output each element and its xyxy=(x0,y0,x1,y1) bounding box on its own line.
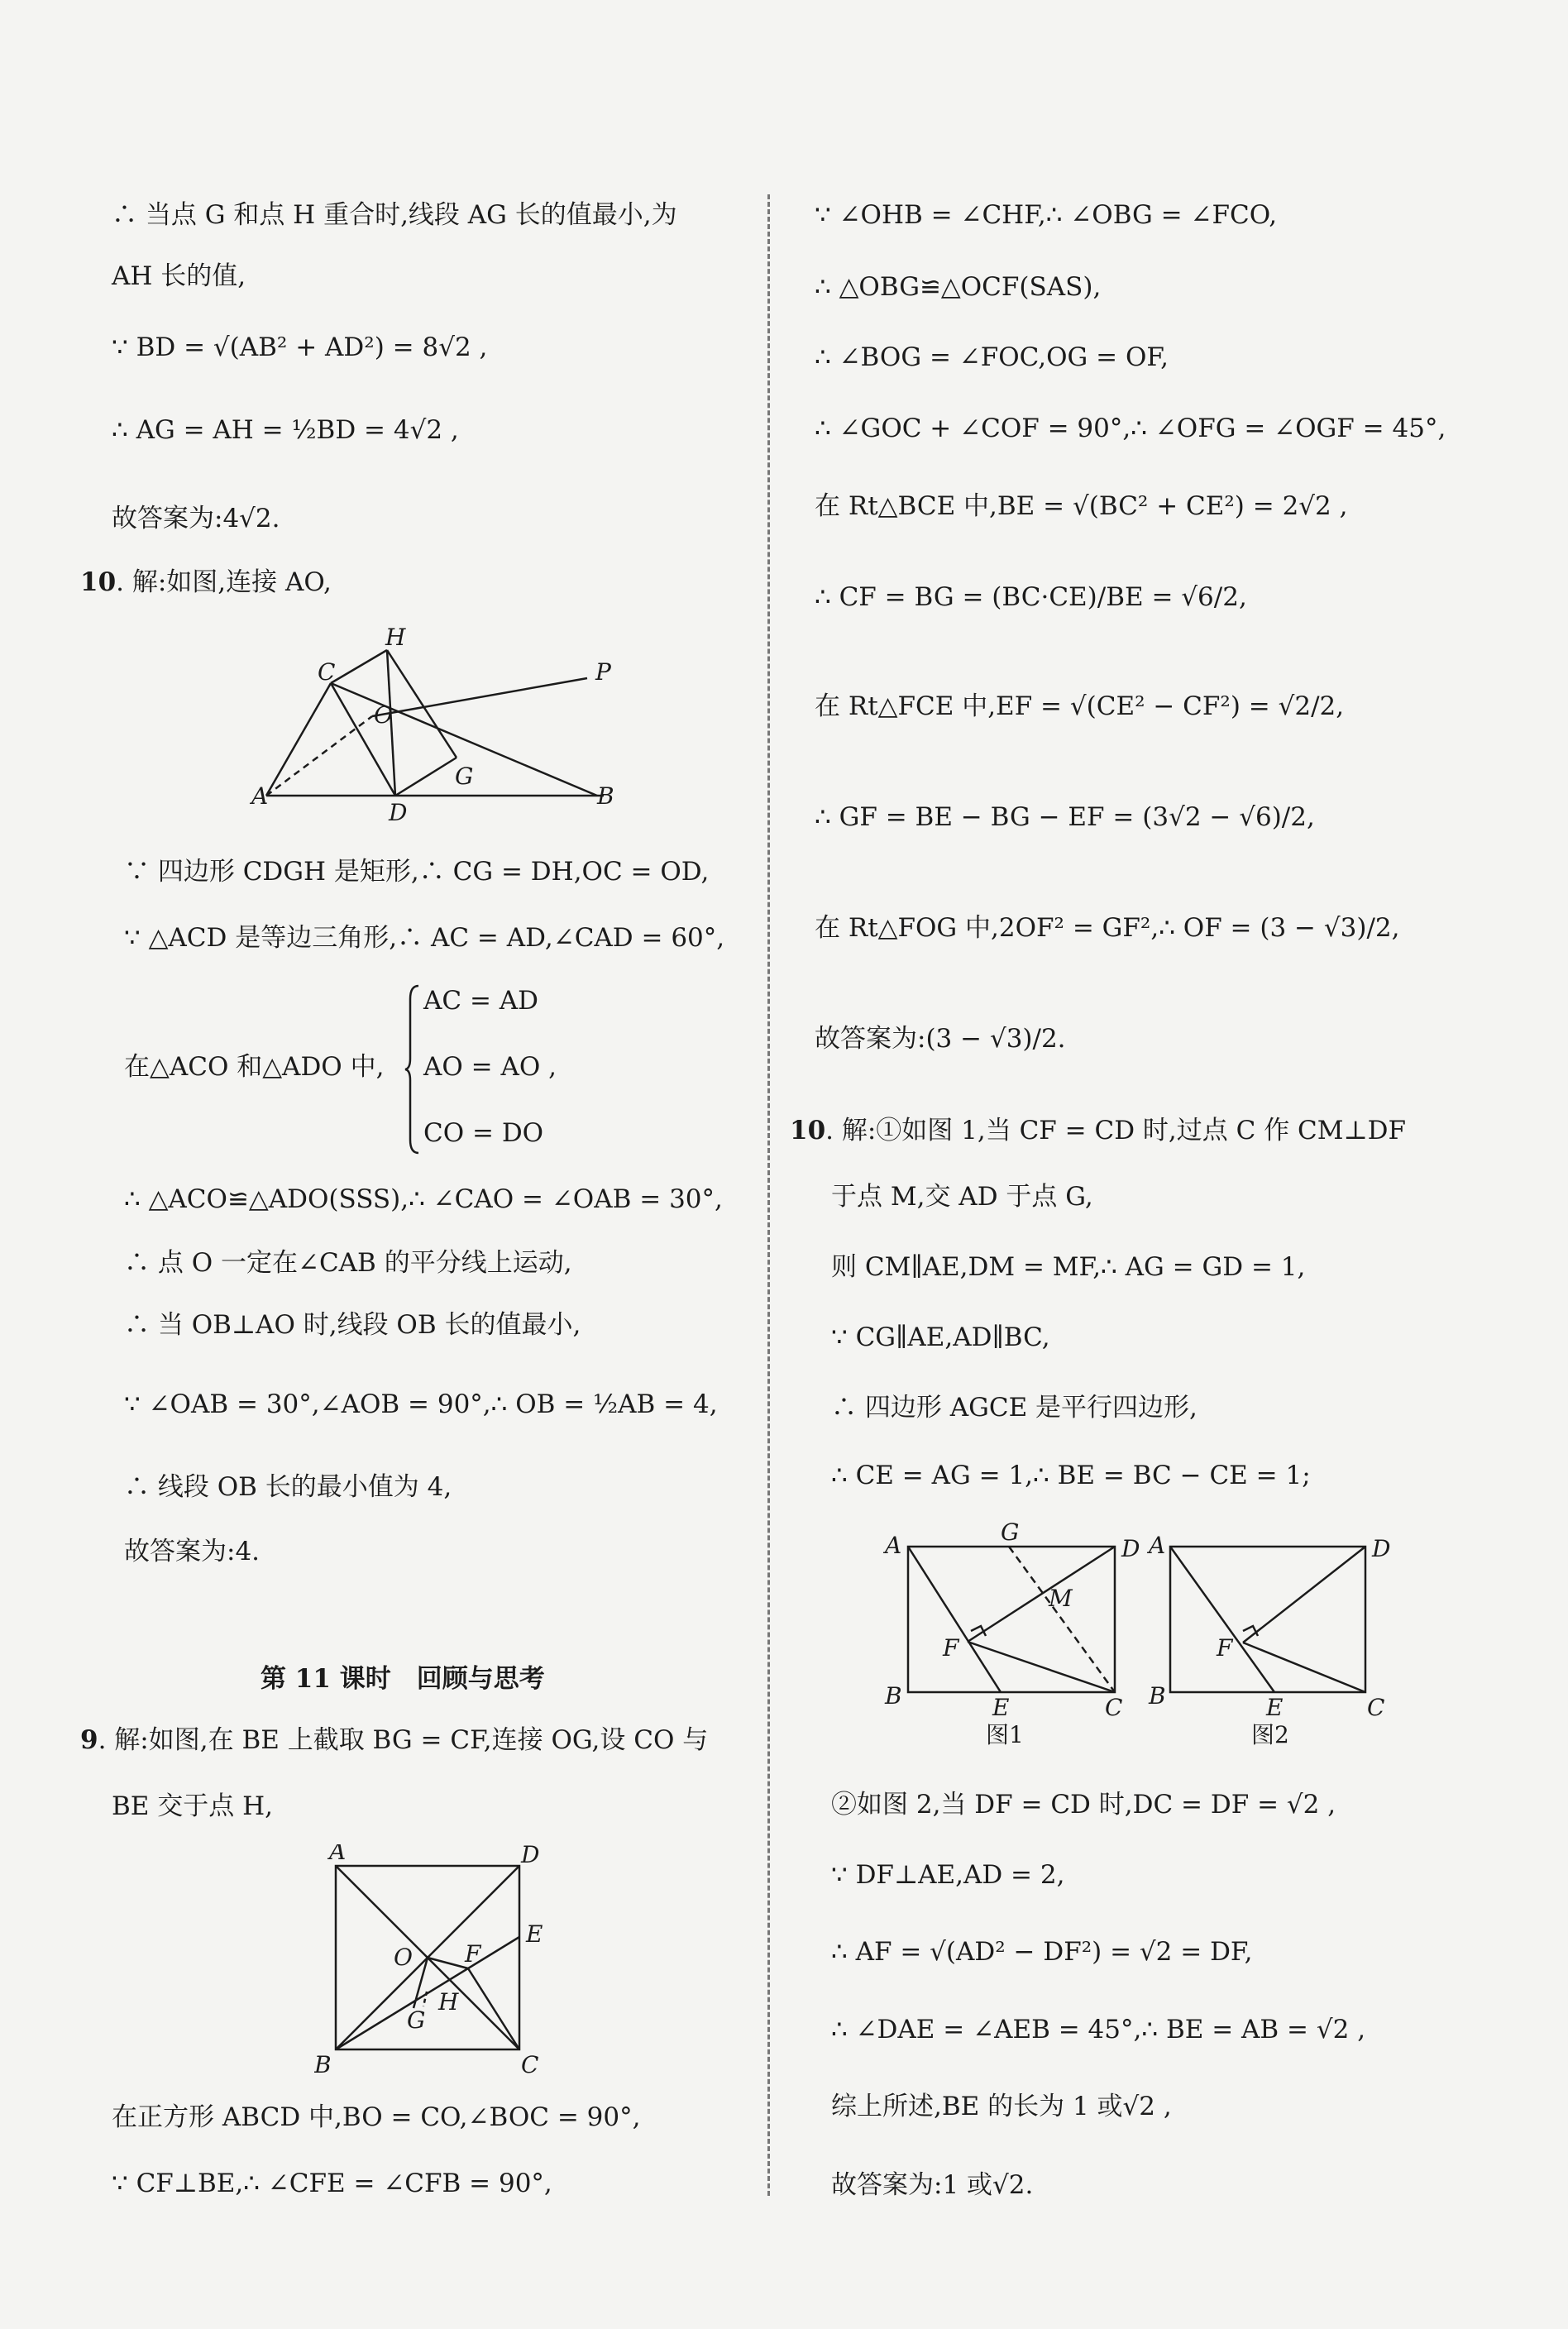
label-E: E xyxy=(992,1694,1010,1721)
text-line: ∴ 线段 OB 长的最小值为 4, xyxy=(124,1472,452,1502)
label-F: F xyxy=(1217,1634,1233,1662)
text-line: ∵ ∠OHB = ∠CHF,∴ ∠OBG = ∠FCO, xyxy=(815,200,1278,230)
section-title: 第 11 课时 回顾与思考 xyxy=(261,1664,545,1694)
label-C: C xyxy=(1367,1694,1385,1721)
figure-1 xyxy=(877,1522,1141,1753)
label-A: A xyxy=(885,1532,902,1559)
label-O: O xyxy=(394,1944,413,1971)
label-E: E xyxy=(526,1920,543,1948)
text-line: ∴ CF = BG = (BC·CE)/BE = √6/2, xyxy=(815,582,1247,612)
question-text: . 解:如图,连接 AO, xyxy=(116,567,332,597)
text-line: ∴ 当 OB⊥AO 时,线段 OB 长的值最小, xyxy=(124,1310,581,1340)
text-line: 故答案为:1 或√2. xyxy=(831,2170,1034,2200)
label-B: B xyxy=(314,2051,332,2076)
text-line: BE 交于点 H, xyxy=(112,1791,274,1821)
label-B: B xyxy=(885,1682,902,1710)
figure-q9-square xyxy=(314,1844,554,2076)
text-line: ∵ 四边形 CDGH 是矩形,∴ CG = DH,OC = OD, xyxy=(124,857,710,887)
text-line: ∴ ∠DAE = ∠AEB = 45°,∴ BE = AB = √2 , xyxy=(831,2015,1366,2044)
text-line: ∴ ∠GOC + ∠COF = 90°,∴ ∠OFG = ∠OGF = 45°, xyxy=(815,414,1446,443)
label-A: A xyxy=(251,782,269,810)
label-P: P xyxy=(595,658,611,686)
text-line: ∵ ∠OAB = 30°,∠AOB = 90°,∴ OB = ½AB = 4, xyxy=(124,1389,718,1419)
text-line: ∵ CG∥AE,AD∥BC, xyxy=(831,1322,1050,1352)
label-F: F xyxy=(943,1634,959,1662)
text-line: 在 Rt△BCE 中,BE = √(BC² + CE²) = 2√2 , xyxy=(815,491,1348,521)
text-line: ∴ 四边形 AGCE 是平行四边形, xyxy=(831,1393,1198,1423)
label-O: O xyxy=(374,701,393,729)
label-B: B xyxy=(597,782,614,810)
question-number: 10 xyxy=(80,567,117,597)
label-D: D xyxy=(521,1844,540,1868)
label-C: C xyxy=(318,658,336,686)
text-line: ∴ CE = AG = 1,∴ BE = BC − CE = 1; xyxy=(831,1461,1311,1490)
label-C: C xyxy=(521,2051,539,2076)
text-line: 故答案为:(3 − √3)/2. xyxy=(815,1024,1066,1054)
text-line: 则 CM∥AE,DM = MF,∴ AG = GD = 1, xyxy=(831,1252,1306,1282)
text-line: ∴ GF = BE − BG − EF = (3√2 − √6)/2, xyxy=(815,802,1315,832)
text-line: AH 长的值, xyxy=(112,261,246,291)
figure-2 xyxy=(1145,1522,1394,1753)
question-9-header xyxy=(80,1722,708,1758)
label-D: D xyxy=(1121,1535,1140,1562)
figure-q10-left xyxy=(248,612,629,827)
label-H: H xyxy=(438,1988,459,2016)
figure-caption: 图1 xyxy=(986,1721,1024,1748)
label-H: H xyxy=(385,624,406,651)
figure-caption: 图2 xyxy=(1251,1721,1289,1748)
text-line: ②如图 2,当 DF = CD 时,DC = DF = √2 , xyxy=(831,1790,1336,1820)
label-C: C xyxy=(1105,1694,1123,1721)
text-line: 在 Rt△FOG 中,2OF² = GF²,∴ OF = (3 − √3)/2, xyxy=(815,913,1400,943)
question-10-header xyxy=(80,564,332,600)
system-prefix: 在△ACO 和△ADO 中, xyxy=(124,1052,385,1082)
text-line: 故答案为:4√2. xyxy=(112,504,280,533)
question-number: 10 xyxy=(790,1116,826,1145)
column-divider xyxy=(767,194,770,2196)
system-eq-1: AC = AD xyxy=(423,986,539,1016)
label-G: G xyxy=(1001,1522,1020,1546)
text-line: ∴ △OBG≌△OCF(SAS), xyxy=(815,272,1102,302)
question-text: . 解:①如图 1,当 CF = CD 时,过点 C 作 CM⊥DF xyxy=(825,1116,1407,1145)
label-B: B xyxy=(1149,1682,1166,1710)
label-E: E xyxy=(1266,1694,1284,1721)
text-line: ∴ 当点 G 和点 H 重合时,线段 AG 长的值最小,为 xyxy=(112,200,677,230)
system-eq-2: AO = AO , xyxy=(423,1052,557,1082)
text-line: ∴ AF = √(AD² − DF²) = √2 = DF, xyxy=(831,1937,1253,1967)
label-A: A xyxy=(329,1844,347,1865)
question-text: . 解:如图,在 BE 上截取 BG = CF,连接 OG,设 CO 与 xyxy=(98,1725,709,1755)
label-G: G xyxy=(407,2006,426,2034)
brace xyxy=(404,983,420,1156)
label-D: D xyxy=(1372,1535,1391,1562)
question-10-header xyxy=(790,1112,1406,1149)
text-line: 在 Rt△FCE 中,EF = √(CE² − CF²) = √2/2, xyxy=(815,691,1345,721)
label-F: F xyxy=(465,1940,481,1968)
text-line: ∵ DF⊥AE,AD = 2, xyxy=(831,1860,1065,1890)
text-line: ∵ BD = √(AB² + AD²) = 8√2 , xyxy=(112,332,488,362)
label-A: A xyxy=(1149,1532,1166,1559)
text-line: 综上所述,BE 的长为 1 或√2 , xyxy=(831,2092,1172,2121)
text-line: ∴ △ACO≌△ADO(SSS),∴ ∠CAO = ∠OAB = 30°, xyxy=(124,1184,723,1214)
label-M: M xyxy=(1049,1585,1073,1612)
label-D: D xyxy=(389,799,408,826)
text-line: 于点 M,交 AD 于点 G, xyxy=(831,1182,1093,1212)
text-line: ∴ 点 O 一定在∠CAB 的平分线上运动, xyxy=(124,1248,572,1278)
text-line: 在正方形 ABCD 中,BO = CO,∠BOC = 90°, xyxy=(112,2102,641,2132)
system-eq-3: CO = DO xyxy=(423,1118,544,1148)
text-line: ∵ CF⊥BE,∴ ∠CFE = ∠CFB = 90°, xyxy=(112,2169,552,2198)
question-number: 9 xyxy=(80,1725,98,1755)
text-line: ∵ △ACD 是等边三角形,∴ AC = AD,∠CAD = 60°, xyxy=(124,923,725,953)
label-G: G xyxy=(455,763,474,790)
text-line: 故答案为:4. xyxy=(124,1537,261,1566)
text-line: ∴ ∠BOG = ∠FOC,OG = OF, xyxy=(815,342,1169,372)
text-line: ∴ AG = AH = ½BD = 4√2 , xyxy=(112,415,459,445)
